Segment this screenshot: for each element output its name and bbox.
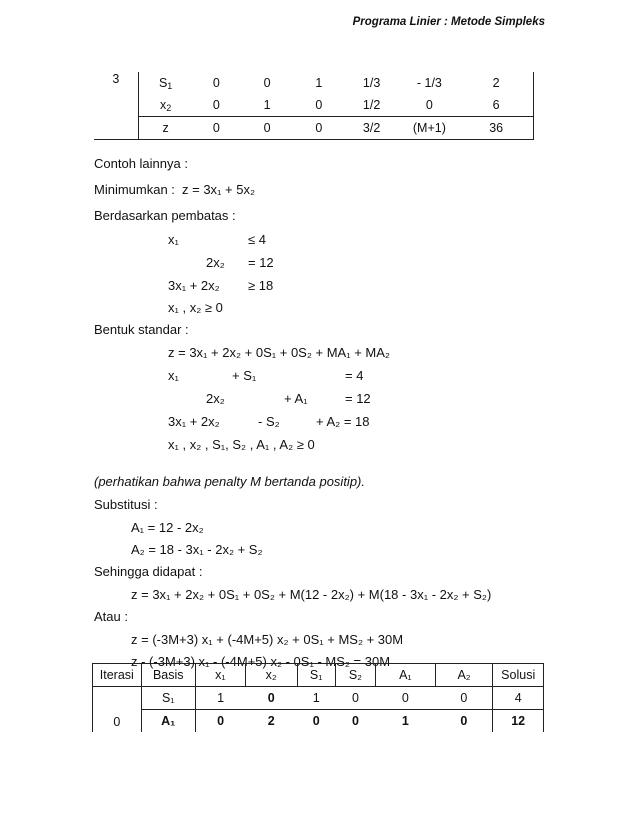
constraint-3-rhs: ≥ 18 (248, 278, 274, 293)
column-header: A₁ (376, 664, 436, 687)
substitution-a2: A₂ = 18 - 3x₁ - 2x₂ + S₂ (131, 542, 263, 557)
standard-row-3-surplus: - S₂ (258, 414, 280, 429)
table-cell: 0 (263, 121, 271, 135)
constraint-2-lhs: 2x₂ (206, 255, 225, 270)
column-header: x₂ (245, 664, 297, 687)
table-cell: 0 (212, 121, 220, 135)
column-header: x₁ (195, 664, 245, 687)
column-header: Solusi (493, 664, 544, 687)
basis-cell: A₁ (141, 710, 195, 733)
basis-cell: $S_1$ (158, 76, 173, 91)
table-header-row (93, 664, 544, 687)
substitution-label: Substitusi : (94, 497, 158, 512)
page-header: Programa Linier : Metode Simpleks (352, 16, 545, 28)
column-header: S₂ (335, 664, 375, 687)
table-row (94, 94, 534, 117)
result-equation: z = 3x₁ + 2x₂ + 0S₁ + 0S₂ + M(12 - 2x₂) + M(18 - 3x₁ - 2x₂ + S₂) (131, 587, 492, 602)
table-row (93, 687, 544, 710)
column-header: A₂ (435, 664, 493, 687)
table-cell: 1 (312, 691, 320, 705)
table-row (94, 72, 534, 94)
or-label: Atau : (94, 609, 128, 624)
standard-form-label: Bentuk standar : (94, 322, 189, 337)
basis-cell: $x_2$ (160, 98, 172, 113)
column-header: Iterasi (93, 664, 142, 687)
table-cell: 1 (401, 714, 409, 728)
standard-row-1-slack: + S₁ (232, 368, 257, 383)
example-heading: Contoh lainnya : (94, 156, 188, 171)
standard-row-1-rhs: = 4 (345, 368, 364, 383)
simplex-table-iteration-0 (92, 663, 544, 732)
standard-row-2-lhs: 2x₂ (206, 391, 225, 406)
table-cell: 36 (459, 117, 533, 140)
table-row (93, 710, 544, 733)
table-cell: 0 (315, 121, 323, 135)
table-cell: 0 (263, 76, 271, 90)
result-label: Sehingga didapat : (94, 564, 203, 579)
nonnegativity: x₁ , x₂ ≥ 0 (168, 300, 223, 315)
constraint-2-rhs: = 12 (248, 255, 274, 270)
table-cell: 1/3 (362, 76, 381, 90)
objective-row-form: z - (-3M+3) x₁ - (-4M+5) x₂ - 0S₁ - MS₂ = 30M (131, 654, 391, 669)
column-header: S₁ (297, 664, 335, 687)
table-cell: 1/2 (362, 98, 381, 112)
substitution-a1: A₁ = 12 - 2x₂ (131, 520, 204, 535)
standard-row-3-lhs: 3x₁ + 2x₂ (168, 414, 220, 429)
table-cell: 0 (217, 714, 225, 728)
table-cell: 0 (267, 691, 275, 705)
table-cell: 1 (217, 691, 225, 705)
standard-row-2-artificial: + A₁ (284, 391, 308, 406)
table-cell: 0 (351, 714, 359, 728)
standard-row-3-rhs: + A₂ = 18 (316, 414, 370, 429)
basis-cell: z (162, 121, 169, 135)
standard-objective: z = 3x₁ + 2x₂ + 0S₁ + 0S₂ + MA₁ + MA₂ (168, 345, 390, 360)
minimize-label: Minimumkan : (94, 182, 175, 197)
table-cell: 0 (315, 98, 323, 112)
table-cell: 0 (401, 691, 409, 705)
constraint-3-lhs: 3x₁ + 2x₂ (168, 278, 220, 293)
constraint-1-rhs: ≤ 4 (248, 232, 266, 247)
table-cell: 6 (459, 94, 533, 117)
table-cell: - 1/3 (416, 76, 442, 90)
standard-nonnegativity: x₁ , x₂ , S₁, S₂ , A₁ , A₂ ≥ 0 (168, 437, 315, 452)
table-cell: 1 (263, 98, 271, 112)
table-cell: (M+1) (412, 121, 446, 135)
standard-row-2-rhs: = 12 (345, 391, 371, 406)
iteration-cell: 0 (93, 687, 142, 733)
column-header: Basis (141, 664, 195, 687)
table-cell: 2 (459, 72, 533, 94)
objective-simplified: z = (-3M+3) x₁ + (-4M+5) x₂ + 0S₁ + MS₂ + 30M (131, 632, 404, 647)
table-cell: 1 (315, 76, 323, 90)
table-cell: 0 (351, 691, 359, 705)
constraint-1-lhs: x₁ (168, 232, 179, 247)
penalty-note: (perhatikan bahwa penalty M bertanda positip). (94, 474, 365, 489)
table-cell: 12 (493, 710, 544, 733)
table-cell: 0 (425, 98, 433, 112)
basis-cell: S₁ (141, 687, 195, 710)
table-cell: 0 (435, 687, 493, 710)
table-cell: 4 (493, 687, 544, 710)
table-cell: 0 (212, 76, 220, 90)
objective-function: z = 3x₁ + 5x₂ (182, 182, 256, 197)
table-cell: 0 (212, 98, 220, 112)
table-cell: 0 (312, 714, 320, 728)
iteration-cell: 3 (94, 72, 138, 140)
table-cell: 3/2 (362, 121, 381, 135)
table-cell: 2 (267, 714, 275, 728)
simplex-table-iteration-3 (94, 72, 534, 140)
table-cell: 0 (435, 710, 493, 733)
constraints-label: Berdasarkan pembatas : (94, 208, 236, 223)
table-row (94, 117, 534, 140)
standard-row-1-lhs: x₁ (168, 368, 179, 383)
